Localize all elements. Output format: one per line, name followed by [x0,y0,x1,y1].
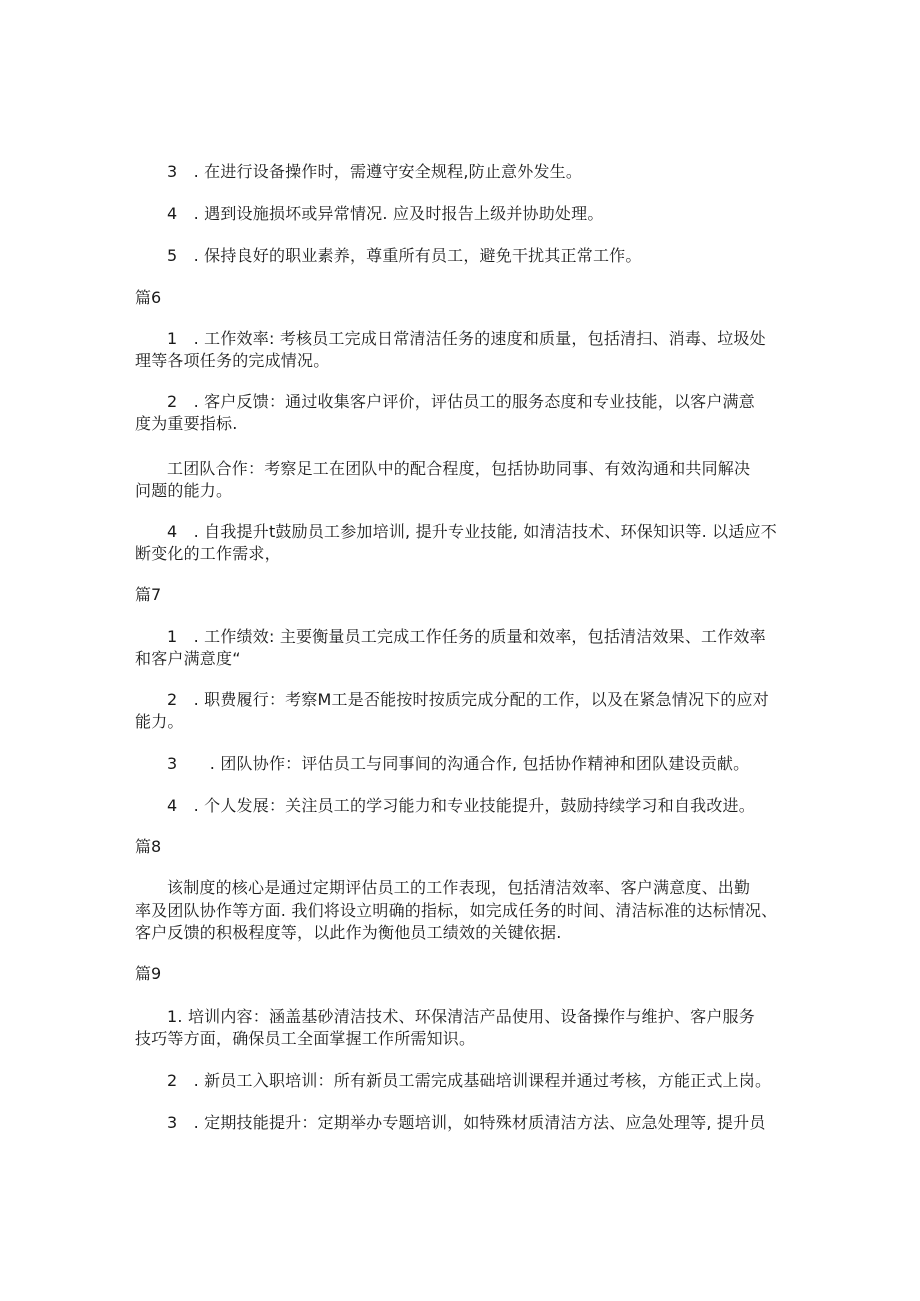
section-heading-8: 篇8 [135,837,162,856]
paragraph-line: 2 . 新员工入职培训：所有新员工需完成基础培训课程并通过考核，方能正式上岗。 [167,1071,772,1090]
paragraph-line: 1 . 工作效率: 考核员工完成日常清洁任务的速度和质量，包括清扫、消毒、垃圾处 [167,329,766,348]
paragraph-line: 和客户满意度“ [135,649,241,668]
paragraph-line: 3 . 团队协作：评估员工与同事间的沟通合作, 包括协作精神和团队建设贡献。 [167,754,750,773]
paragraph-line: 能力。 [135,712,184,731]
paragraph-line: 度为重要指标. [135,414,238,433]
paragraph-line: 理等各项任务的完成情况。 [135,351,330,370]
section-heading-7: 篇7 [135,585,162,604]
paragraph-line: 客户反馈的积极程度等，以此作为衡他员工绩效的关键依据. [135,923,562,942]
paragraph-line: 2 . 客户反馈：通过收集客户评价，评估员工的服务态度和专业技能，以客户满意 [167,392,755,411]
paragraph-line: 断变化的工作需求， [135,544,281,563]
paragraph-line: 率及团队协作等方面. 我们将设立明确的指标，如完成任务的时间、清洁标准的达标情况、 [135,901,778,920]
paragraph-line: 4 . 个人发展：关注员工的学习能力和专业技能提升，鼓励持续学习和自我改进。 [167,796,755,815]
paragraph-line: 4 . 自我提升t鼓励员工参加培训, 提升专业技能, 如清洁技术、环保知识等. 以适应不 [167,522,777,541]
list-item-3-safety: 3 . 在进行设备操作时，需遵守安全规程,防止意外发生。 [167,162,583,181]
paragraph-line: 技巧等方面，确保员工全面掌握工作所需知识。 [135,1029,476,1048]
paragraph-line: 3 . 定期技能提升：定期举办专题培训，如特殊材质清洁方法、应急处理等, 提升员 [167,1113,766,1132]
paragraph-line: 问题的能力。 [135,481,233,500]
paragraph-line: 1. 培训内容：涵盖基砂清洁技术、环保清洁产品使用、设备操作与维护、客户服务 [167,1007,755,1026]
list-item-5-professional: 5 . 保持良好的职业素养，尊重所有员工，避免干扰其正常工作。 [167,246,642,265]
paragraph-line: 工团队合作：考察足工在团队中的配合程度，包括协助同事、有效沟通和共同解决 [167,459,751,478]
list-item-4-report: 4 . 遇到设施损坏或异常情况. 应及时报告上级并协助处理。 [167,204,604,223]
paragraph-line: 该制度的核心是通过定期评估员工的工作表现，包括清洁效率、客户满意度、出勤 [167,878,751,897]
section-heading-9: 篇9 [135,964,162,983]
paragraph-line: 2 . 职费履行：考察M工是否能按时按质完成分配的工作，以及在紧急情况下的应对 [167,690,769,709]
section-heading-6: 篇6 [135,288,162,307]
paragraph-line: 1 . 工作绩效: 主要衡量员工完成工作任务的质量和效率，包括清洁效果、工作效率 [167,627,766,646]
